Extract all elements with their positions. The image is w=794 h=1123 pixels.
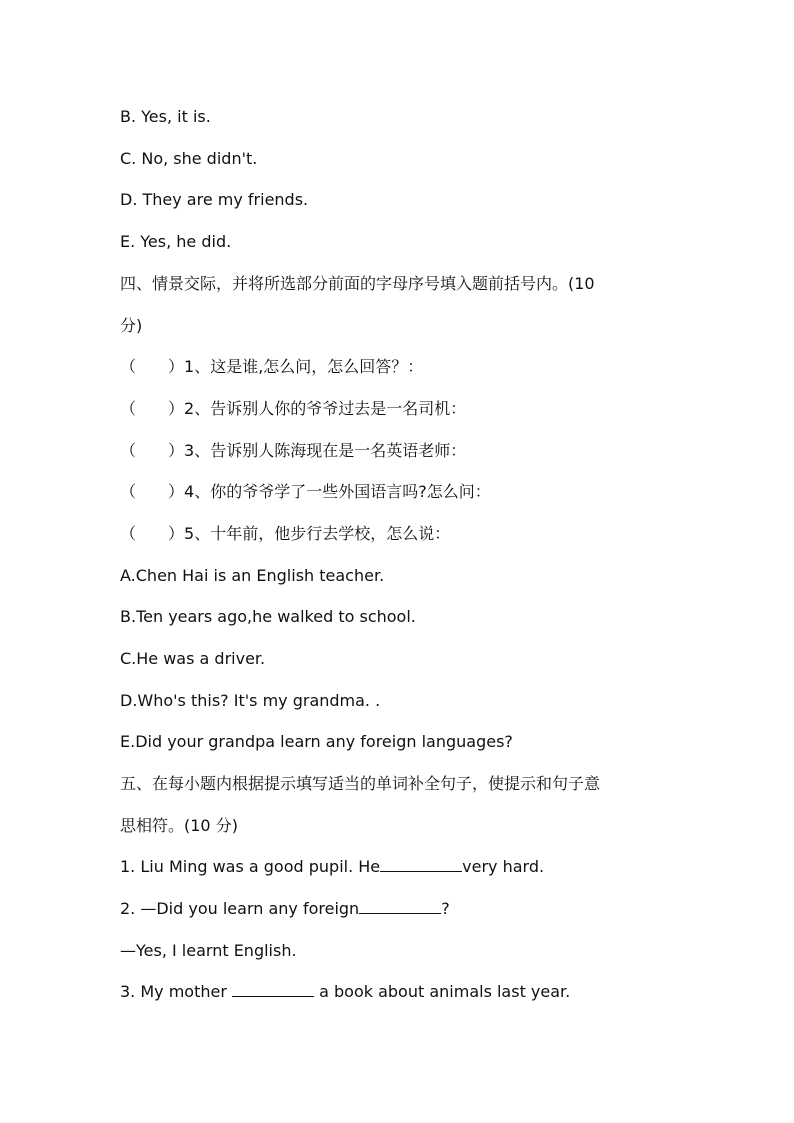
answer-option: E.Did your grandpa learn any foreign languages? xyxy=(120,732,513,751)
question-text: 2、告诉别人你的爷爷过去是一名司机： xyxy=(184,399,467,418)
answer-blank[interactable] xyxy=(380,857,462,872)
question-text: 1、这是谁,怎么问，怎么回答？： xyxy=(184,357,424,376)
question-item xyxy=(120,398,466,420)
fill-question-3: 3. My mother a book about animals last year. xyxy=(120,982,571,1001)
option-b: B. Yes, it is. xyxy=(120,107,211,126)
question-text: 4、你的爷爷学了一些外国语言吗?怎么问： xyxy=(184,482,491,501)
answer-bracket[interactable]: （ ） xyxy=(120,441,185,460)
fill-question-2-answer: —Yes, I learnt English. xyxy=(120,941,297,960)
section5-title: 五、在每小题内根据提示填写适当的单词补全句子，使提示和句子意 xyxy=(120,774,601,793)
question-item xyxy=(120,440,466,462)
answer-bracket[interactable]: （ ） xyxy=(120,357,185,376)
section4-title-cont: 分) xyxy=(120,316,143,335)
question-item xyxy=(120,523,450,545)
answer-option: A.Chen Hai is an English teacher. xyxy=(120,566,385,585)
option-d: D. They are my friends. xyxy=(120,190,309,209)
option-e: E. Yes, he did. xyxy=(120,232,232,251)
answer-blank[interactable] xyxy=(232,982,314,997)
section5-title-cont: 思相符。(10 分) xyxy=(120,816,238,835)
fill-question-2: 2. —Did you learn any foreign ? xyxy=(120,899,450,918)
answer-option: B.Ten years ago,he walked to school. xyxy=(120,607,416,626)
question-text: 5、十年前，他步行去学校，怎么说： xyxy=(184,524,451,543)
section4-title: 四、情景交际，并将所选部分前面的字母序号填入题前括号内。(10 xyxy=(120,274,595,293)
answer-option: D.Who's this? It's my grandma. . xyxy=(120,691,381,710)
answer-option: C.He was a driver. xyxy=(120,649,266,668)
option-c: C. No, she didn't. xyxy=(120,149,258,168)
question-text: 3、告诉别人陈海现在是一名英语老师： xyxy=(184,441,467,460)
question-item xyxy=(120,481,491,503)
answer-bracket[interactable]: （ ） xyxy=(120,524,185,543)
answer-blank[interactable] xyxy=(359,899,441,914)
fill-question-1: 1. Liu Ming was a good pupil. He very hard. xyxy=(120,857,545,876)
answer-bracket[interactable]: （ ） xyxy=(120,482,185,501)
question-item xyxy=(120,356,423,378)
answer-bracket[interactable]: （ ） xyxy=(120,399,185,418)
